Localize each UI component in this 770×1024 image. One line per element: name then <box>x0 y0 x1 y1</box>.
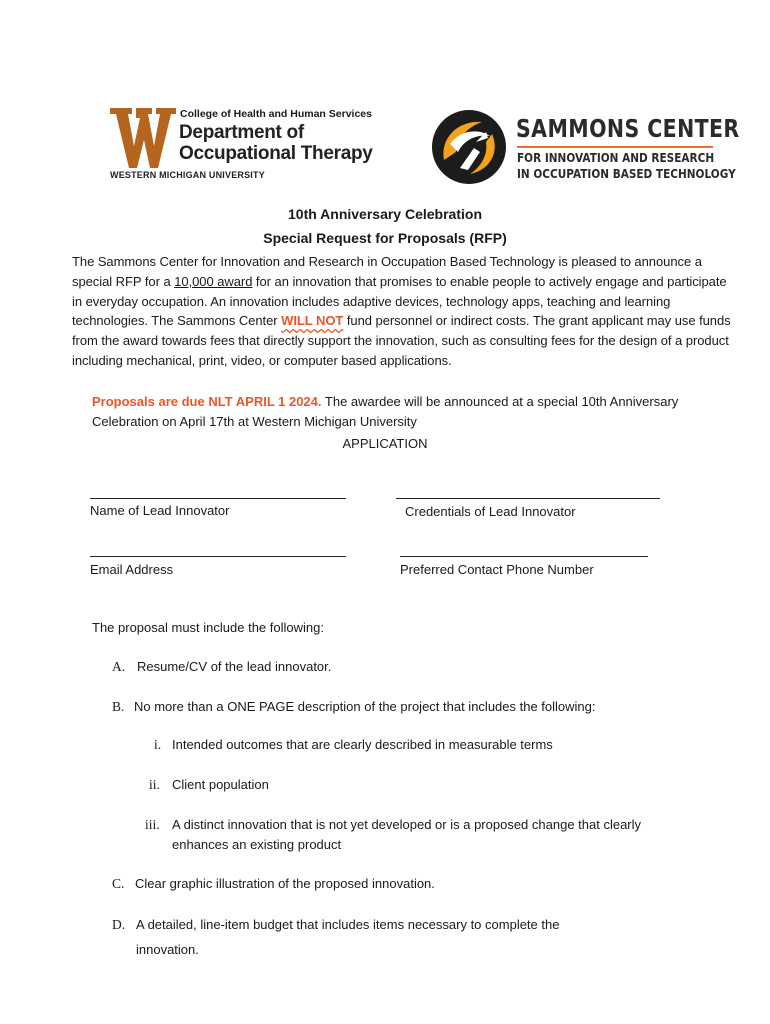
requirement-item <box>112 697 596 717</box>
requirement-item <box>112 657 331 677</box>
sammons-subtitle-1: FOR INNOVATION AND RESEARCH <box>517 150 715 165</box>
wmu-ot-logo <box>110 104 373 184</box>
sub-item-marker: i. <box>154 737 162 752</box>
due-date-highlight: Proposals are due NLT APRIL 1 2024. <box>92 394 322 409</box>
email-field-line[interactable] <box>90 556 346 557</box>
will-not-emphasis: WILL NOT <box>281 313 344 329</box>
sammons-subtitle-2: IN OCCUPATION BASED TECHNOLOGY <box>517 166 736 181</box>
item-text: No more than a ONE PAGE description of the project that includes the following: <box>134 699 596 714</box>
college-name: College of Health and Human Services <box>180 108 372 120</box>
requirement-sub-item <box>154 735 553 755</box>
requirement-item <box>112 874 435 894</box>
item-text: A detailed, line-item budget that includes items necessary to complete the innovation. <box>136 917 560 957</box>
item-text: Clear graphic illustration of the proposed innovation. <box>135 876 435 891</box>
sub-item-text: A distinct innovation that is not yet developed or is a proposed change that clearly enhances an existing product <box>172 817 642 852</box>
intro-text-a: The Sammons Center for Innovation and Research in Occupation Based Technology is pleased to announce a special RFP for a <box>72 254 702 289</box>
requirement-item <box>112 912 612 962</box>
wmu-w-icon <box>110 108 176 168</box>
item-marker: A. <box>112 659 126 674</box>
sammons-center-logo <box>430 108 740 188</box>
requirements-intro: The proposal must include the following: <box>92 620 324 635</box>
intro-text-c: fund personnel or indirect costs. The grant applicant may use funds from the award towards fees that directly support the innovation, such as consulting fees for the design of a product including mechanical, print, video, or computer based applications. <box>72 313 731 368</box>
phone-field-line[interactable] <box>400 556 648 557</box>
department-name <box>179 122 373 164</box>
requirement-sub-item <box>149 775 269 795</box>
item-marker: B. <box>112 699 125 714</box>
sammons-divider <box>517 146 713 148</box>
department-line-1: Department of <box>179 122 304 143</box>
intro-text-b: for an innovation that promises to enable people to actively engage and participate in everyday occupation. An innovation includes adaptive devices, technology apps, teaching and learning technologies. The Sammons Center <box>72 273 727 329</box>
item-text: Resume/CV of the lead innovator. <box>137 659 332 674</box>
item-marker: C. <box>112 876 125 891</box>
name-field-line[interactable] <box>90 498 346 499</box>
name-field-label: Name of Lead Innovator <box>90 503 230 518</box>
sammons-title: SAMMONS CENTER <box>516 114 740 143</box>
requirement-sub-item <box>145 815 665 855</box>
intro-paragraph <box>72 252 732 371</box>
department-line-2: Occupational Therapy <box>179 143 373 164</box>
sub-item-text: Intended outcomes that are clearly described in measurable terms <box>172 737 553 752</box>
email-field-label: Email Address <box>90 562 174 577</box>
award-amount: 10,000 award <box>174 273 253 289</box>
doc-title: 10th Anniversary Celebration <box>288 206 482 222</box>
sub-item-marker: ii. <box>149 777 160 792</box>
due-date-text: The awardee will be announced at a special 10th Anniversary Celebration on April 17th at Western Michigan University <box>92 394 679 429</box>
sammons-swirl-icon <box>430 108 508 186</box>
credentials-field-label: Credentials of Lead Innovator <box>405 504 576 519</box>
sub-item-marker: iii. <box>145 817 160 832</box>
phone-field-label: Preferred Contact Phone Number <box>400 562 594 577</box>
item-marker: D. <box>112 917 126 932</box>
application-heading: APPLICATION <box>342 436 428 451</box>
credentials-field-line[interactable] <box>396 498 660 499</box>
due-date-paragraph <box>92 392 722 432</box>
sub-item-text: Client population <box>172 777 269 792</box>
university-name: WESTERN MICHIGAN UNIVERSITY <box>110 170 265 180</box>
doc-subtitle: Special Request for Proposals (RFP) <box>263 230 507 246</box>
